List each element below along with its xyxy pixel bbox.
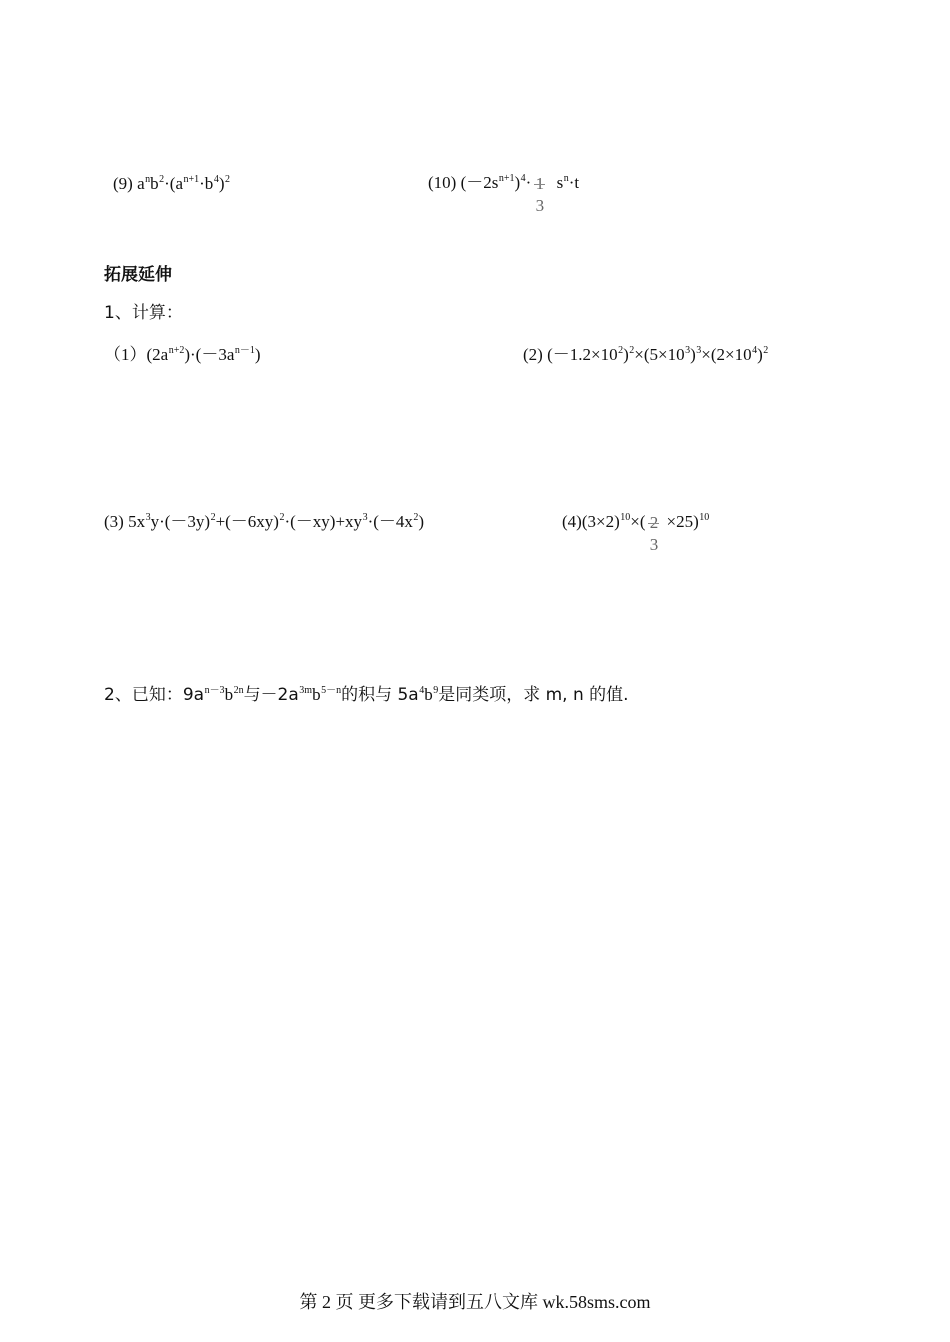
problem-10: (10) $(-2s^{n+1})^4\cdot$ 3 $s^n\cdot t$ — [428, 163, 579, 203]
fraction-two-thirds: 3 — [647, 503, 660, 543]
question-1-label: 1、计算： — [104, 303, 183, 323]
problem-1-1: $(1)(2a^{n+2})\cdot(-3a^{n-1})$ — [104, 345, 261, 364]
problem-9: (9) $a^nb^2\cdot(a^{n+1}\cdot b^4)^2$ — [113, 174, 230, 193]
problem-1-3: (3) $5x^3y\cdot(-3y)^2+(-6xy)^2\cdot(-xy)+xy^3\cdot(-4x^2)$ — [104, 512, 425, 531]
problem-1-4: $(4)(3\times 2)^{10}\times$( 3 ×25)$^{10}$ — [562, 502, 709, 542]
fraction-one-third: 3 — [533, 164, 546, 204]
question-2: 2、已知：$9a^{n-3}b^{2n}$与$-2a^{3m}b^{5-n}$的积与 $5a^4b^9$是同类项，求 m, n 的值. — [104, 685, 629, 705]
page-footer: 第 2 页 更多下载请到五八文库 wk.58sms.com — [299, 1292, 651, 1312]
section-title: 拓展延伸 — [104, 265, 172, 285]
problem-1-2: (2) $(-1.2\times 10^2)^2\times(5\times 10^3)^3\times(2\times 10^4)^2$ — [523, 345, 769, 364]
